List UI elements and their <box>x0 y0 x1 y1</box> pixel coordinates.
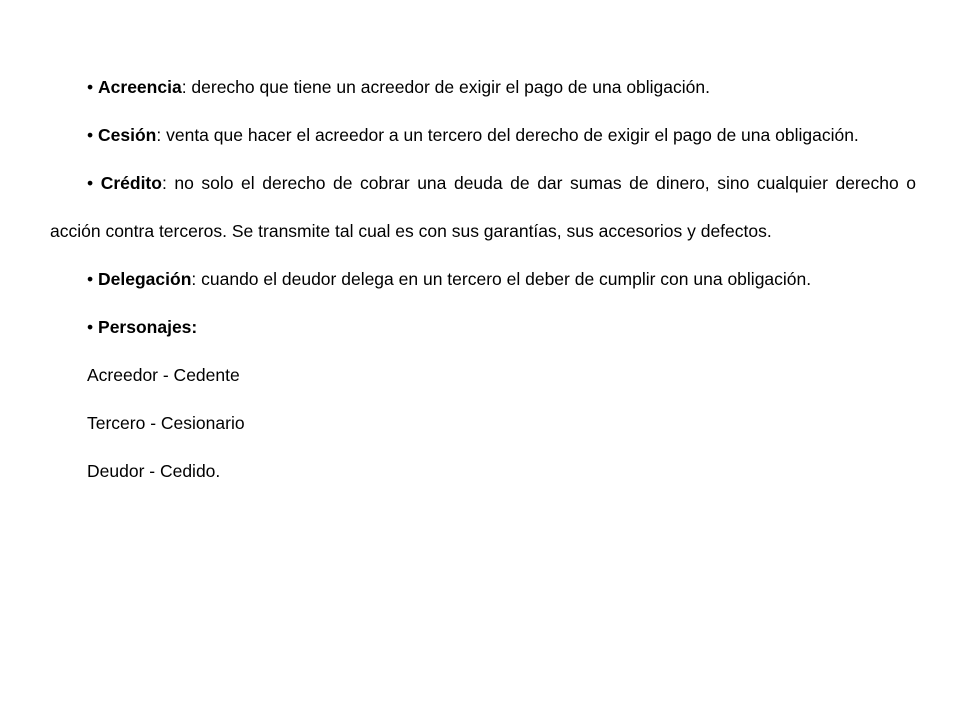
personajes-heading <box>50 303 916 351</box>
bullet: • <box>87 125 94 145</box>
definition-text: : venta que hacer el acreedor a un tercero del derecho de exigir el pago de una obligación. <box>156 125 859 145</box>
bullet: • <box>87 317 94 337</box>
bullet: • <box>87 173 94 193</box>
definition-credito <box>50 159 916 255</box>
definition-term: Cesión <box>98 125 157 145</box>
definition-cesion <box>50 111 916 159</box>
definition-text: : derecho que tiene un acreedor de exigir el pago de una obligación. <box>181 77 710 97</box>
definition-text: : no solo el derecho de cobrar una deuda de dar sumas de dinero, sino cualquier derecho o acción contra terceros. Se transmite tal cual es con sus garantías, sus accesorios y defectos. <box>50 173 916 241</box>
document-body <box>50 63 916 495</box>
bullet: • <box>87 269 94 289</box>
section-heading: Personajes: <box>98 317 198 337</box>
definition-term: Acreencia <box>98 77 182 97</box>
definition-term: Delegación <box>98 269 192 289</box>
definition-term: Crédito <box>100 173 162 193</box>
personaje-item: Deudor - Cedido. <box>87 461 221 481</box>
bullet: • <box>87 77 94 97</box>
personaje-item: Acreedor - Cedente <box>87 365 240 385</box>
definition-text: : cuando el deudor delega en un tercero el deber de cumplir con una obligación. <box>191 269 812 289</box>
definition-acreencia <box>50 63 916 111</box>
personaje-item: Tercero - Cesionario <box>87 413 245 433</box>
definition-delegacion <box>50 255 916 303</box>
